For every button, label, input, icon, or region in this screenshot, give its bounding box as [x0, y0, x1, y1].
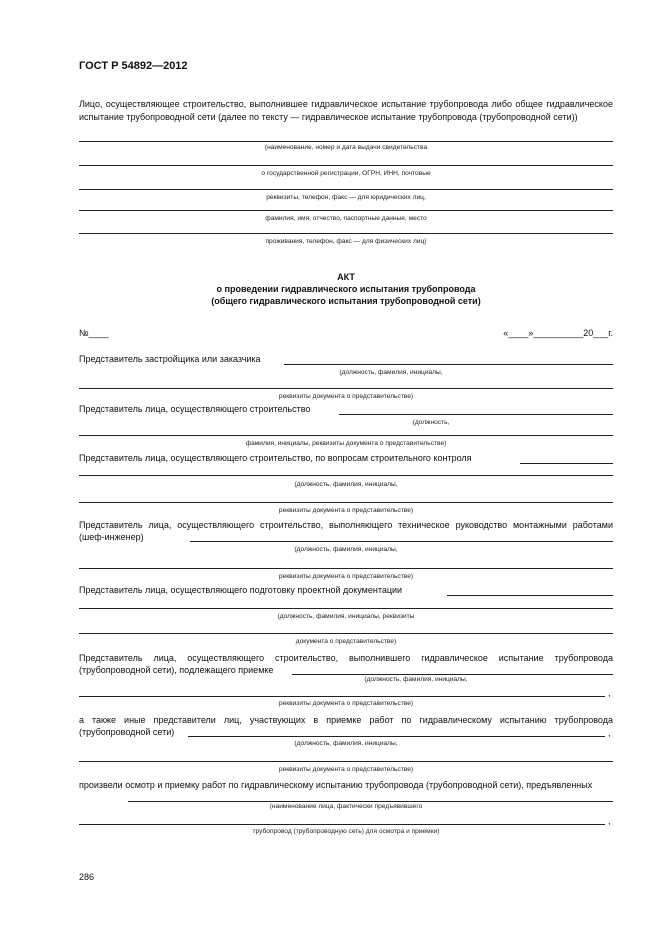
s3-label: Представитель лица, осуществляющего строительство, по вопросам строительного контроля	[79, 453, 472, 463]
act-subtitle: о проведении гидравлического испытания трубопровода	[216, 284, 476, 294]
s3-input-line[interactable]	[520, 463, 613, 464]
s3-row	[79, 453, 613, 465]
comma: ,	[608, 688, 611, 698]
fill-line[interactable]	[190, 541, 613, 542]
page-number: 286	[79, 872, 95, 882]
comma: ,	[608, 816, 611, 826]
act-date[interactable]: «____»__________20___г.	[503, 328, 613, 338]
s4-hint: (должность, фамилия, инициалы,	[294, 546, 398, 553]
fill-line[interactable]	[79, 435, 613, 436]
fill-line[interactable]	[79, 608, 613, 609]
s5-hint-2: документа о представительстве)	[295, 638, 397, 645]
act-title: АКТ	[337, 272, 355, 282]
fill-line[interactable]	[79, 165, 613, 166]
fill-line[interactable]	[79, 189, 613, 190]
fill-line[interactable]	[128, 801, 613, 802]
fill-line[interactable]	[79, 475, 613, 476]
s5-input-line[interactable]	[447, 595, 613, 596]
s1-hint-2: реквизиты документа о представительстве)	[278, 393, 414, 400]
field-hint: (наименование, номер и дата выдачи свидетельства	[264, 144, 428, 151]
intro-paragraph: Лицо, осуществляющее строительство, выполнившее гидравлическое испытание трубопровода либо общее гидравлическое испытание трубопроводной сети (далее по тексту — гидравлическое испытание трубопровода (трубопроводной сети))	[79, 99, 613, 122]
fill-line[interactable]	[79, 696, 605, 697]
s7-label: а также иные представители лиц, участвующих в приемке работ по гидравлическому испытанию трубопровода (трубопроводной сети)	[79, 715, 613, 737]
field-hint: проживания, телефон, факс — для физических лиц)	[265, 238, 427, 245]
s4-hint-2: реквизиты документа о представительстве)	[278, 573, 414, 580]
s4-label: Представитель лица, осуществляющего строительство, выполняющего техническое руководство монтажными работами (шеф-инженер)	[79, 520, 613, 542]
s2-hint: (должность,	[412, 419, 450, 426]
field-hint: реквизиты, телефон, факс — для юридических лиц,	[266, 194, 426, 201]
s5-hint: (должность, фамилия, инициалы, реквизиты	[277, 613, 415, 620]
s2-row	[79, 404, 613, 416]
fill-line[interactable]	[292, 674, 613, 675]
fill-line[interactable]	[79, 502, 613, 503]
s8-hint: (наименование лица, фактически предъявившего	[269, 803, 423, 810]
s3-hint: (должность, фамилия, инициалы,	[294, 481, 398, 488]
s6-label: Представитель лица, осуществляющего строительство, выполнившего гидравлическое испытание трубопровода (трубопроводной сети), подлежащего приемке	[79, 653, 613, 675]
s8-label: произвели осмотр и приемку работ по гидравлическому испытанию трубопровода (трубопроводной сети), предъявленных	[79, 780, 593, 790]
field-hint: фамилия, имя, отчество, паспортные данные, место	[265, 215, 427, 222]
fill-line[interactable]	[188, 736, 605, 737]
fill-line[interactable]	[79, 388, 613, 389]
fill-line[interactable]	[79, 233, 613, 234]
act-subtitle-2: (общего гидравлического испытания трубопроводной сети)	[211, 296, 481, 306]
s8-hint-2: трубопровод (трубопроводную сеть) для осмотра и приемки)	[252, 828, 440, 835]
s6-hint: (должность, фамилия, инициалы,	[364, 676, 468, 683]
s1-label: Представитель застройщика или заказчика	[79, 354, 261, 364]
s1-hint: (должность, фамилия, инициалы,	[339, 369, 443, 376]
document-header: ГОСТ Р 54892—2012	[79, 60, 188, 72]
act-number[interactable]: №____	[79, 328, 109, 338]
s3-hint-2: реквизиты документа о представительстве)	[278, 507, 414, 514]
s7-hint-2: реквизиты документа о представительстве)	[278, 766, 414, 773]
s1-input-line[interactable]	[284, 364, 613, 365]
fill-line[interactable]	[79, 633, 613, 634]
fill-line[interactable]	[79, 141, 613, 142]
s5-row	[79, 585, 613, 597]
s7-hint: (должность, фамилия, инициалы,	[294, 740, 398, 747]
s1-row	[79, 354, 613, 366]
fill-line[interactable]	[79, 761, 613, 762]
fill-line[interactable]	[79, 210, 613, 211]
s2-label: Представитель лица, осуществляющего строительство	[79, 404, 311, 414]
s6-hint-2: реквизиты документа о представительстве)	[278, 700, 414, 707]
s2-input-line[interactable]	[339, 414, 613, 415]
fill-line[interactable]	[79, 568, 613, 569]
s5-label: Представитель лица, осуществляющего подготовку проектной документации	[79, 585, 403, 595]
fill-line[interactable]	[79, 824, 605, 825]
field-hint: о государственной регистрации, ОГРН, ИНН, почтовые	[261, 170, 431, 177]
s2-hint-2: фамилия, инициалы, реквизиты документа о представительстве)	[245, 440, 447, 447]
comma: ,	[608, 728, 611, 738]
